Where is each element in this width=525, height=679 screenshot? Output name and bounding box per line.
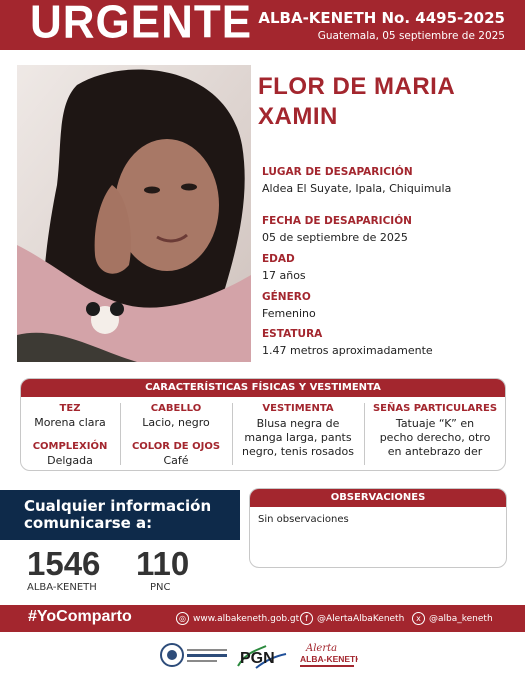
- field-fecha: [262, 215, 512, 253]
- person-name: [258, 72, 455, 132]
- vestimenta-line: negro, tenis rosados: [242, 445, 354, 458]
- col-tez: [25, 403, 115, 430]
- field-estatura: [262, 328, 512, 357]
- urgent-title: URGENTE: [30, 0, 253, 49]
- observations-title: OBSERVACIONES: [250, 489, 506, 507]
- x-icon: x: [412, 612, 425, 625]
- complexion-value: Delgada: [47, 454, 93, 467]
- phone-alba-keneth[interactable]: 1546: [27, 545, 101, 582]
- facebook-text: @AlertaAlbaKeneth: [317, 613, 405, 624]
- pgn-logo: [236, 642, 288, 670]
- phone-pnc-label: PNC: [150, 582, 171, 593]
- tez-value: Morena clara: [34, 416, 106, 429]
- field-value: Femenino: [262, 307, 316, 320]
- guatemala-government-logo: [160, 640, 230, 670]
- person-name-line2: XAMIN: [258, 103, 338, 130]
- vestimenta-label: VESTIMENTA: [262, 403, 334, 414]
- facebook-icon: f: [300, 612, 313, 625]
- person-name-line1: FLOR DE MARIA: [258, 73, 456, 100]
- pgn-text: PGN: [240, 650, 275, 667]
- col-vestimenta: [234, 403, 362, 459]
- website-link[interactable]: [176, 612, 299, 625]
- field-label: LUGAR DE DESAPARICIÓN: [262, 166, 413, 178]
- case-number: ALBA-KENETH No. 4495-2025: [258, 9, 505, 27]
- col-senas: [367, 403, 503, 459]
- senas-line: pecho derecho, otro: [379, 431, 491, 444]
- field-label: ESTATURA: [262, 328, 323, 340]
- field-value: Aldea El Suyate, Ipala, Chiquimula: [262, 182, 452, 195]
- field-value: 05 de septiembre de 2025: [262, 231, 408, 244]
- contact-line2: comunicarse a:: [24, 514, 153, 532]
- header-banner: [0, 0, 525, 50]
- ojos-value: Café: [163, 454, 189, 467]
- col-complexion: [25, 441, 115, 468]
- divider: [364, 403, 365, 465]
- vestimenta-line: Blusa negra de: [256, 417, 340, 430]
- field-genero: [262, 291, 512, 328]
- facebook-link[interactable]: [300, 612, 404, 625]
- alba-main-text: ALBA-KENETH: [300, 654, 358, 664]
- complexion-label: COMPLEXIÓN: [32, 441, 108, 452]
- x-link[interactable]: [412, 612, 493, 625]
- senas-label: SEÑAS PARTICULARES: [372, 403, 498, 414]
- tez-label: TEZ: [59, 403, 81, 414]
- col-cabello: [121, 403, 231, 430]
- characteristics-title: CARACTERÍSTICAS FÍSICAS Y VESTIMENTA: [21, 379, 505, 397]
- contact-line1: Cualquier información: [24, 497, 212, 515]
- field-value: 1.47 metros aproximadamente: [262, 344, 433, 357]
- col-ojos: [121, 441, 231, 468]
- phone-pnc[interactable]: 110: [136, 545, 190, 582]
- contact-banner: [0, 490, 240, 540]
- website-text: www.albakeneth.gob.gt: [193, 613, 300, 624]
- phone-alba-keneth-label: ALBA-KENETH: [27, 582, 97, 593]
- field-label: FECHA DE DESAPARICIÓN: [262, 215, 412, 227]
- person-details: [262, 166, 512, 357]
- portrait-illustration: [17, 65, 251, 362]
- globe-icon: ◎: [176, 612, 189, 625]
- field-label: EDAD: [262, 253, 295, 265]
- ojos-label: COLOR DE OJOS: [131, 441, 221, 452]
- x-text: @alba_keneth: [429, 613, 493, 624]
- field-lugar: [262, 166, 512, 215]
- observations-text: Sin observaciones: [258, 514, 349, 525]
- senas-line: Tatuaje “K” en: [395, 417, 475, 430]
- senas-line: en antebrazo der: [387, 445, 483, 458]
- publication-date: Guatemala, 05 septiembre de 2025: [317, 30, 505, 42]
- cabello-value: Lacio, negro: [142, 416, 210, 429]
- hashtag: #YoComparto: [28, 608, 132, 625]
- logos-row: [0, 640, 525, 674]
- footer-bar: [0, 605, 525, 632]
- divider: [232, 403, 233, 465]
- field-value: 17 años: [262, 269, 306, 282]
- alba-top-text: Alerta: [306, 643, 338, 654]
- characteristics-panel: [20, 378, 506, 471]
- field-edad: [262, 253, 512, 291]
- alba-keneth-logo: [298, 640, 358, 672]
- field-label: GÉNERO: [262, 291, 311, 303]
- cabello-label: CABELLO: [150, 403, 202, 414]
- observations-panel: [249, 488, 507, 568]
- vestimenta-line: manga larga, pants: [244, 431, 352, 444]
- missing-person-photo: [17, 65, 251, 362]
